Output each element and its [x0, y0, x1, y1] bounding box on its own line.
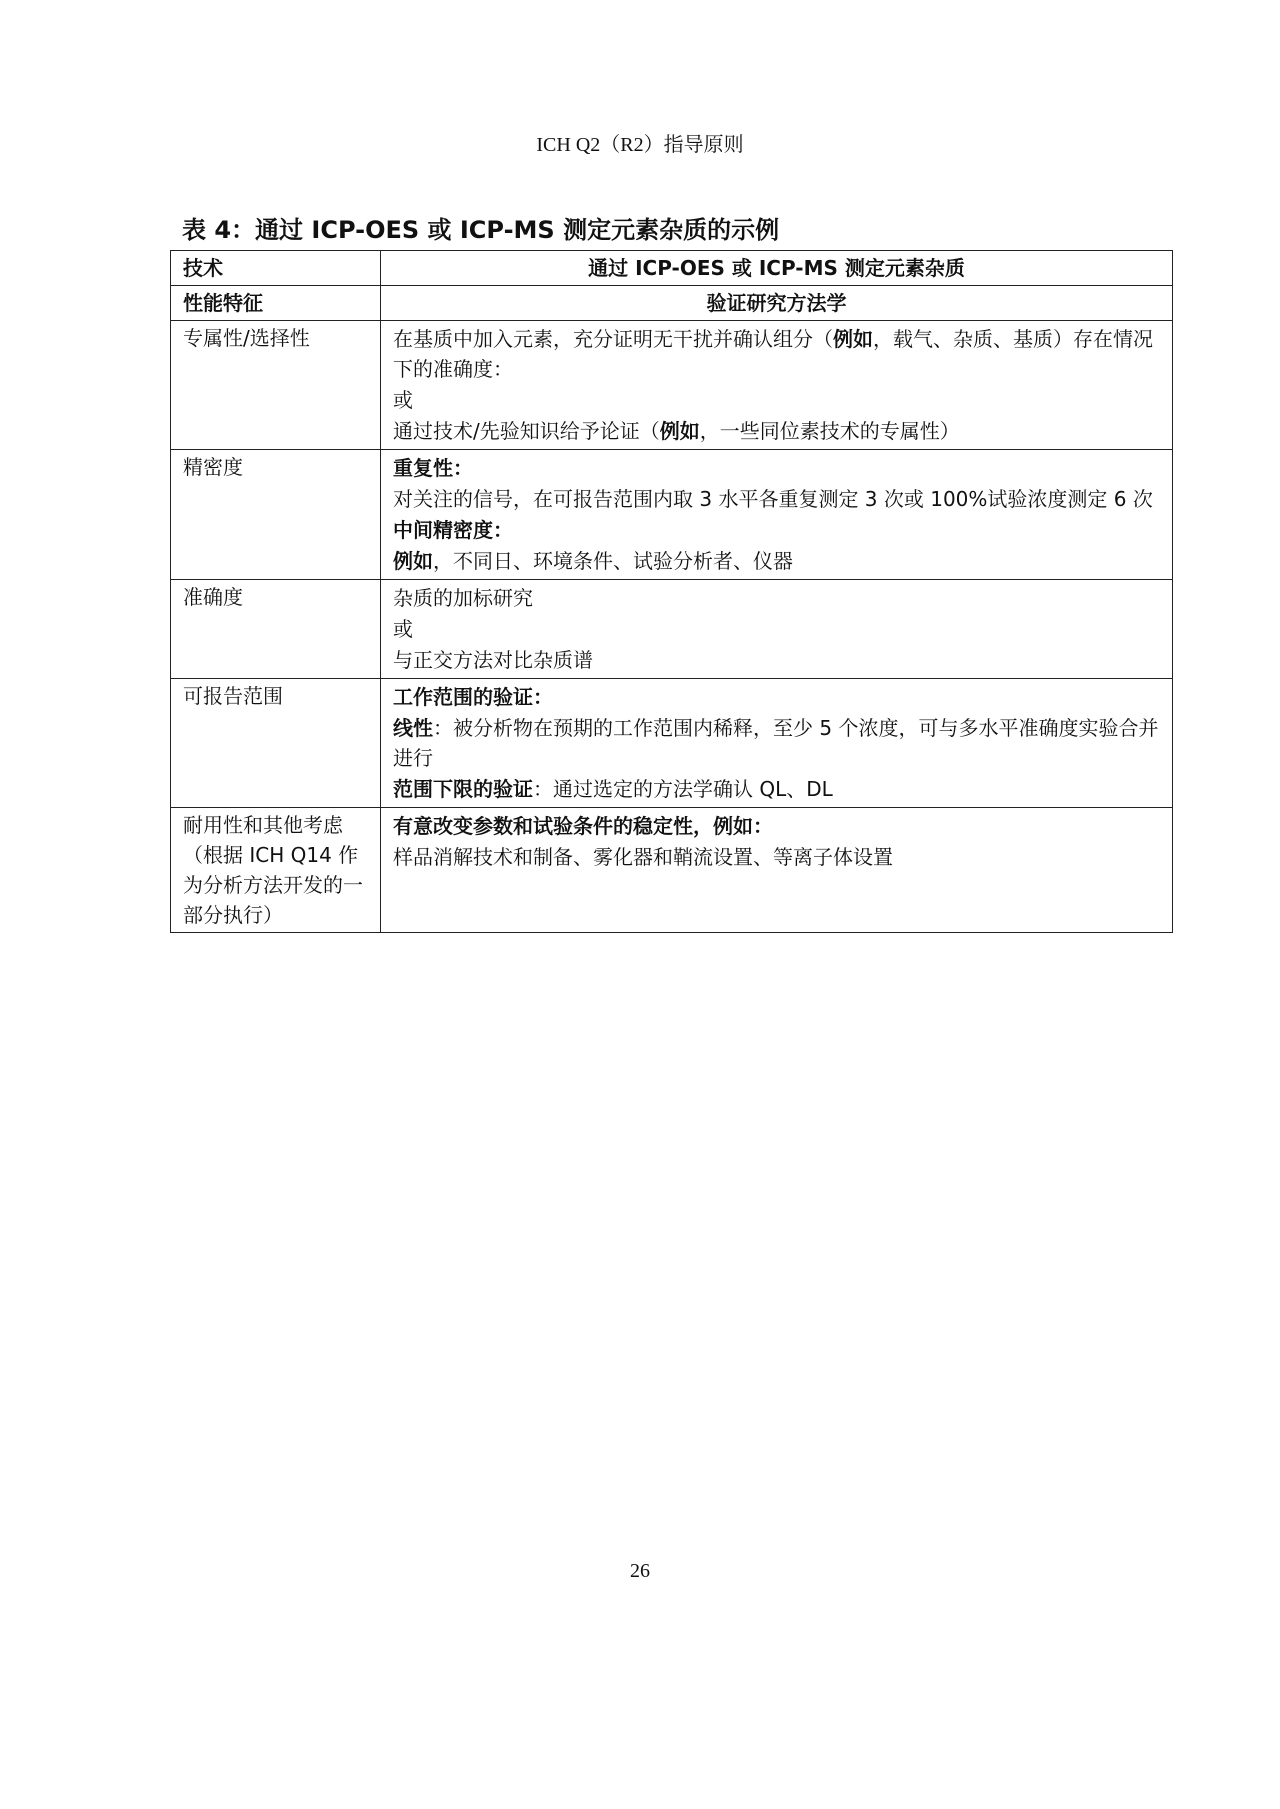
text-segment: ，一些同位素技术的专属性）	[699, 419, 960, 443]
content-line	[393, 713, 1160, 773]
content-line: 中间精密度：	[393, 518, 513, 542]
row-label: 精密度	[171, 450, 381, 580]
row-label: 专属性/选择性	[171, 321, 381, 450]
table-row-robustness	[171, 808, 1173, 933]
content-line: 重复性：	[393, 456, 473, 480]
bold-segment: 例如	[833, 327, 873, 351]
table-head-value: 验证研究方法学	[381, 286, 1173, 321]
table-row-reportable-range	[171, 679, 1173, 808]
table-head-label: 性能特征	[171, 286, 381, 321]
table-row-precision	[171, 450, 1173, 580]
row-label: 准确度	[171, 580, 381, 679]
bold-segment: 例如	[659, 419, 700, 443]
content-line: 杂质的加标研究	[393, 586, 533, 610]
bold-segment: 线性	[393, 716, 433, 740]
row-label: 可报告范围	[171, 679, 381, 808]
bold-segment: 范围下限的验证	[393, 777, 533, 801]
data-table	[170, 250, 1173, 933]
content-line: 工作范围的验证：	[393, 685, 553, 709]
table-title: 表 4：通过 ICP-OES 或 ICP-MS 测定元素杂质的示例	[182, 216, 780, 244]
row-content	[381, 679, 1173, 808]
content-line: 或	[393, 617, 413, 641]
table-row-accuracy	[171, 580, 1173, 679]
content-line: 对关注的信号，在可报告范围内取 3 水平各重复测定 3 次或 100%试验浓度测定 6 次	[393, 487, 1153, 511]
running-header: ICH Q2（R2）指导原则	[536, 134, 744, 156]
table-row-specificity	[171, 321, 1173, 450]
text-segment: 通过技术/先验知识给予论证（	[393, 419, 660, 443]
content-line: 与正交方法对比杂质谱	[393, 648, 593, 672]
content-line	[393, 416, 1160, 446]
row-content	[381, 321, 1173, 450]
text-segment: ，载气、杂质、基质）存在情况下的准确度：	[393, 327, 1153, 381]
content-line: 或	[393, 388, 413, 412]
row-content	[381, 808, 1173, 933]
table-head-row-characteristic	[171, 286, 1173, 321]
row-content	[381, 450, 1173, 580]
text-segment: 在基质中加入元素，充分证明无干扰并确认组分（	[393, 327, 833, 351]
table-head-label: 技术	[171, 251, 381, 286]
table-head-value: 通过 ICP-OES 或 ICP-MS 测定元素杂质	[381, 251, 1173, 286]
bold-segment: 例如	[393, 549, 433, 573]
text-segment: ：通过选定的方法学确认 QL、DL	[533, 777, 833, 801]
content-line	[393, 546, 1160, 576]
table-head-row-technique	[171, 251, 1173, 286]
content-line	[393, 324, 1160, 384]
text-segment: ，不同日、环境条件、试验分析者、仪器	[433, 549, 793, 573]
page-number: 26	[630, 1560, 650, 1582]
content-line: 有意改变参数和试验条件的稳定性，例如：	[393, 814, 773, 838]
content-line	[393, 774, 1160, 804]
row-content	[381, 580, 1173, 679]
row-label: 耐用性和其他考虑（根据 ICH Q14 作为分析方法开发的一部分执行）	[171, 808, 381, 933]
content-line: 样品消解技术和制备、雾化器和鞘流设置、等离子体设置	[393, 845, 893, 869]
text-segment: ：被分析物在预期的工作范围内稀释，至少 5 个浓度，可与多水平准确度实验合并进行	[393, 716, 1159, 770]
